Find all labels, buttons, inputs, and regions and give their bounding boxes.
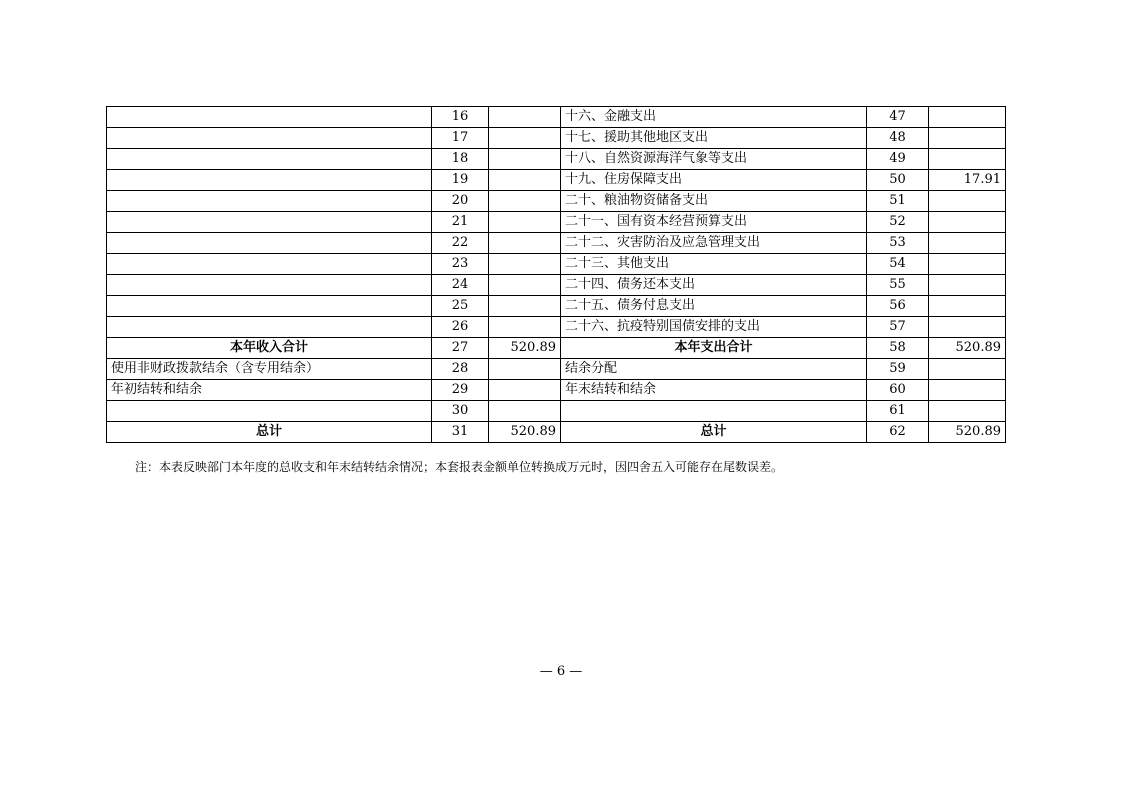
income-item-label	[107, 296, 432, 317]
income-amount	[489, 212, 561, 233]
expenditure-amount: 520.89	[929, 422, 1006, 443]
expenditure-row-number: 55	[867, 275, 929, 296]
expenditure-item-label: 二十一、国有资本经营预算支出	[561, 212, 867, 233]
expenditure-item-label: 二十六、抗疫特别国债安排的支出	[561, 317, 867, 338]
expenditure-item-label: 总计	[561, 422, 867, 443]
table-row	[107, 254, 1006, 275]
table-row	[107, 317, 1006, 338]
expenditure-item-label: 二十四、债务还本支出	[561, 275, 867, 296]
expenditure-row-number: 60	[867, 380, 929, 401]
income-amount	[489, 233, 561, 254]
income-amount	[489, 380, 561, 401]
expenditure-amount	[929, 380, 1006, 401]
expenditure-item-label: 本年支出合计	[561, 338, 867, 359]
income-amount	[489, 359, 561, 380]
income-row-number: 21	[432, 212, 489, 233]
expenditure-amount	[929, 401, 1006, 422]
income-item-label: 总计	[107, 422, 432, 443]
income-row-number: 20	[432, 191, 489, 212]
income-item-label: 本年收入合计	[107, 338, 432, 359]
income-item-label	[107, 233, 432, 254]
income-row-number: 30	[432, 401, 489, 422]
table-row	[107, 296, 1006, 317]
income-item-label: 使用非财政拨款结余（含专用结余）	[107, 359, 432, 380]
income-row-number: 26	[432, 317, 489, 338]
income-amount	[489, 149, 561, 170]
expenditure-item-label: 十九、住房保障支出	[561, 170, 867, 191]
expenditure-row-number: 48	[867, 128, 929, 149]
expenditure-row-number: 47	[867, 107, 929, 128]
footnote: 注：本表反映部门本年度的总收支和年末结转结余情况；本套报表金额单位转换成万元时，因四舍五入可能存在尾数误差。	[135, 460, 784, 474]
income-row-number: 28	[432, 359, 489, 380]
income-item-label	[107, 254, 432, 275]
income-amount: 520.89	[489, 338, 561, 359]
expenditure-item-label: 十八、自然资源海洋气象等支出	[561, 149, 867, 170]
table-row	[107, 380, 1006, 401]
expenditure-row-number: 58	[867, 338, 929, 359]
table-row	[107, 107, 1006, 128]
income-row-number: 27	[432, 338, 489, 359]
income-amount	[489, 275, 561, 296]
expenditure-item-label: 二十二、灾害防治及应急管理支出	[561, 233, 867, 254]
expenditure-row-number: 56	[867, 296, 929, 317]
income-amount	[489, 254, 561, 275]
expenditure-amount: 17.91	[929, 170, 1006, 191]
income-item-label	[107, 191, 432, 212]
income-item-label: 年初结转和结余	[107, 380, 432, 401]
expenditure-amount	[929, 254, 1006, 275]
expenditure-row-number: 54	[867, 254, 929, 275]
table-row	[107, 422, 1006, 443]
income-item-label	[107, 149, 432, 170]
income-item-label	[107, 212, 432, 233]
income-item-label	[107, 401, 432, 422]
expenditure-row-number: 50	[867, 170, 929, 191]
expenditure-row-number: 53	[867, 233, 929, 254]
income-row-number: 22	[432, 233, 489, 254]
income-amount: 520.89	[489, 422, 561, 443]
expenditure-amount	[929, 149, 1006, 170]
expenditure-amount	[929, 359, 1006, 380]
expenditure-amount	[929, 275, 1006, 296]
income-amount	[489, 296, 561, 317]
income-item-label	[107, 170, 432, 191]
table-row	[107, 233, 1006, 254]
table-row	[107, 128, 1006, 149]
expenditure-amount	[929, 233, 1006, 254]
expenditure-amount	[929, 191, 1006, 212]
income-item-label	[107, 317, 432, 338]
expenditure-row-number: 52	[867, 212, 929, 233]
income-amount	[489, 170, 561, 191]
table-body	[107, 107, 1006, 443]
expenditure-row-number: 57	[867, 317, 929, 338]
expenditure-row-number: 59	[867, 359, 929, 380]
expenditure-row-number: 49	[867, 149, 929, 170]
income-amount	[489, 107, 561, 128]
expenditure-amount	[929, 128, 1006, 149]
income-row-number: 18	[432, 149, 489, 170]
income-row-number: 25	[432, 296, 489, 317]
income-amount	[489, 191, 561, 212]
income-item-label	[107, 107, 432, 128]
income-row-number: 31	[432, 422, 489, 443]
expenditure-row-number: 62	[867, 422, 929, 443]
table-row	[107, 401, 1006, 422]
expenditure-amount	[929, 317, 1006, 338]
expenditure-item-label: 年末结转和结余	[561, 380, 867, 401]
expenditure-row-number: 61	[867, 401, 929, 422]
table-row	[107, 275, 1006, 296]
expenditure-item-label: 二十三、其他支出	[561, 254, 867, 275]
expenditure-row-number: 51	[867, 191, 929, 212]
income-amount	[489, 401, 561, 422]
income-row-number: 19	[432, 170, 489, 191]
expenditure-item-label: 十六、金融支出	[561, 107, 867, 128]
expenditure-item-label: 结余分配	[561, 359, 867, 380]
income-amount	[489, 128, 561, 149]
expenditure-item-label	[561, 401, 867, 422]
income-expenditure-table	[106, 106, 1006, 443]
expenditure-item-label: 二十、粮油物资储备支出	[561, 191, 867, 212]
income-row-number: 17	[432, 128, 489, 149]
expenditure-item-label: 十七、援助其他地区支出	[561, 128, 867, 149]
table-row	[107, 170, 1006, 191]
income-row-number: 23	[432, 254, 489, 275]
table-row	[107, 359, 1006, 380]
income-item-label	[107, 128, 432, 149]
expenditure-amount	[929, 296, 1006, 317]
expenditure-amount: 520.89	[929, 338, 1006, 359]
expenditure-amount	[929, 212, 1006, 233]
table-row	[107, 212, 1006, 233]
table-row	[107, 149, 1006, 170]
table-row	[107, 338, 1006, 359]
expenditure-item-label: 二十五、债务付息支出	[561, 296, 867, 317]
income-amount	[489, 317, 561, 338]
page-number: — 6 —	[539, 664, 583, 679]
table-row	[107, 191, 1006, 212]
income-row-number: 16	[432, 107, 489, 128]
expenditure-amount	[929, 107, 1006, 128]
income-row-number: 24	[432, 275, 489, 296]
income-item-label	[107, 275, 432, 296]
income-row-number: 29	[432, 380, 489, 401]
